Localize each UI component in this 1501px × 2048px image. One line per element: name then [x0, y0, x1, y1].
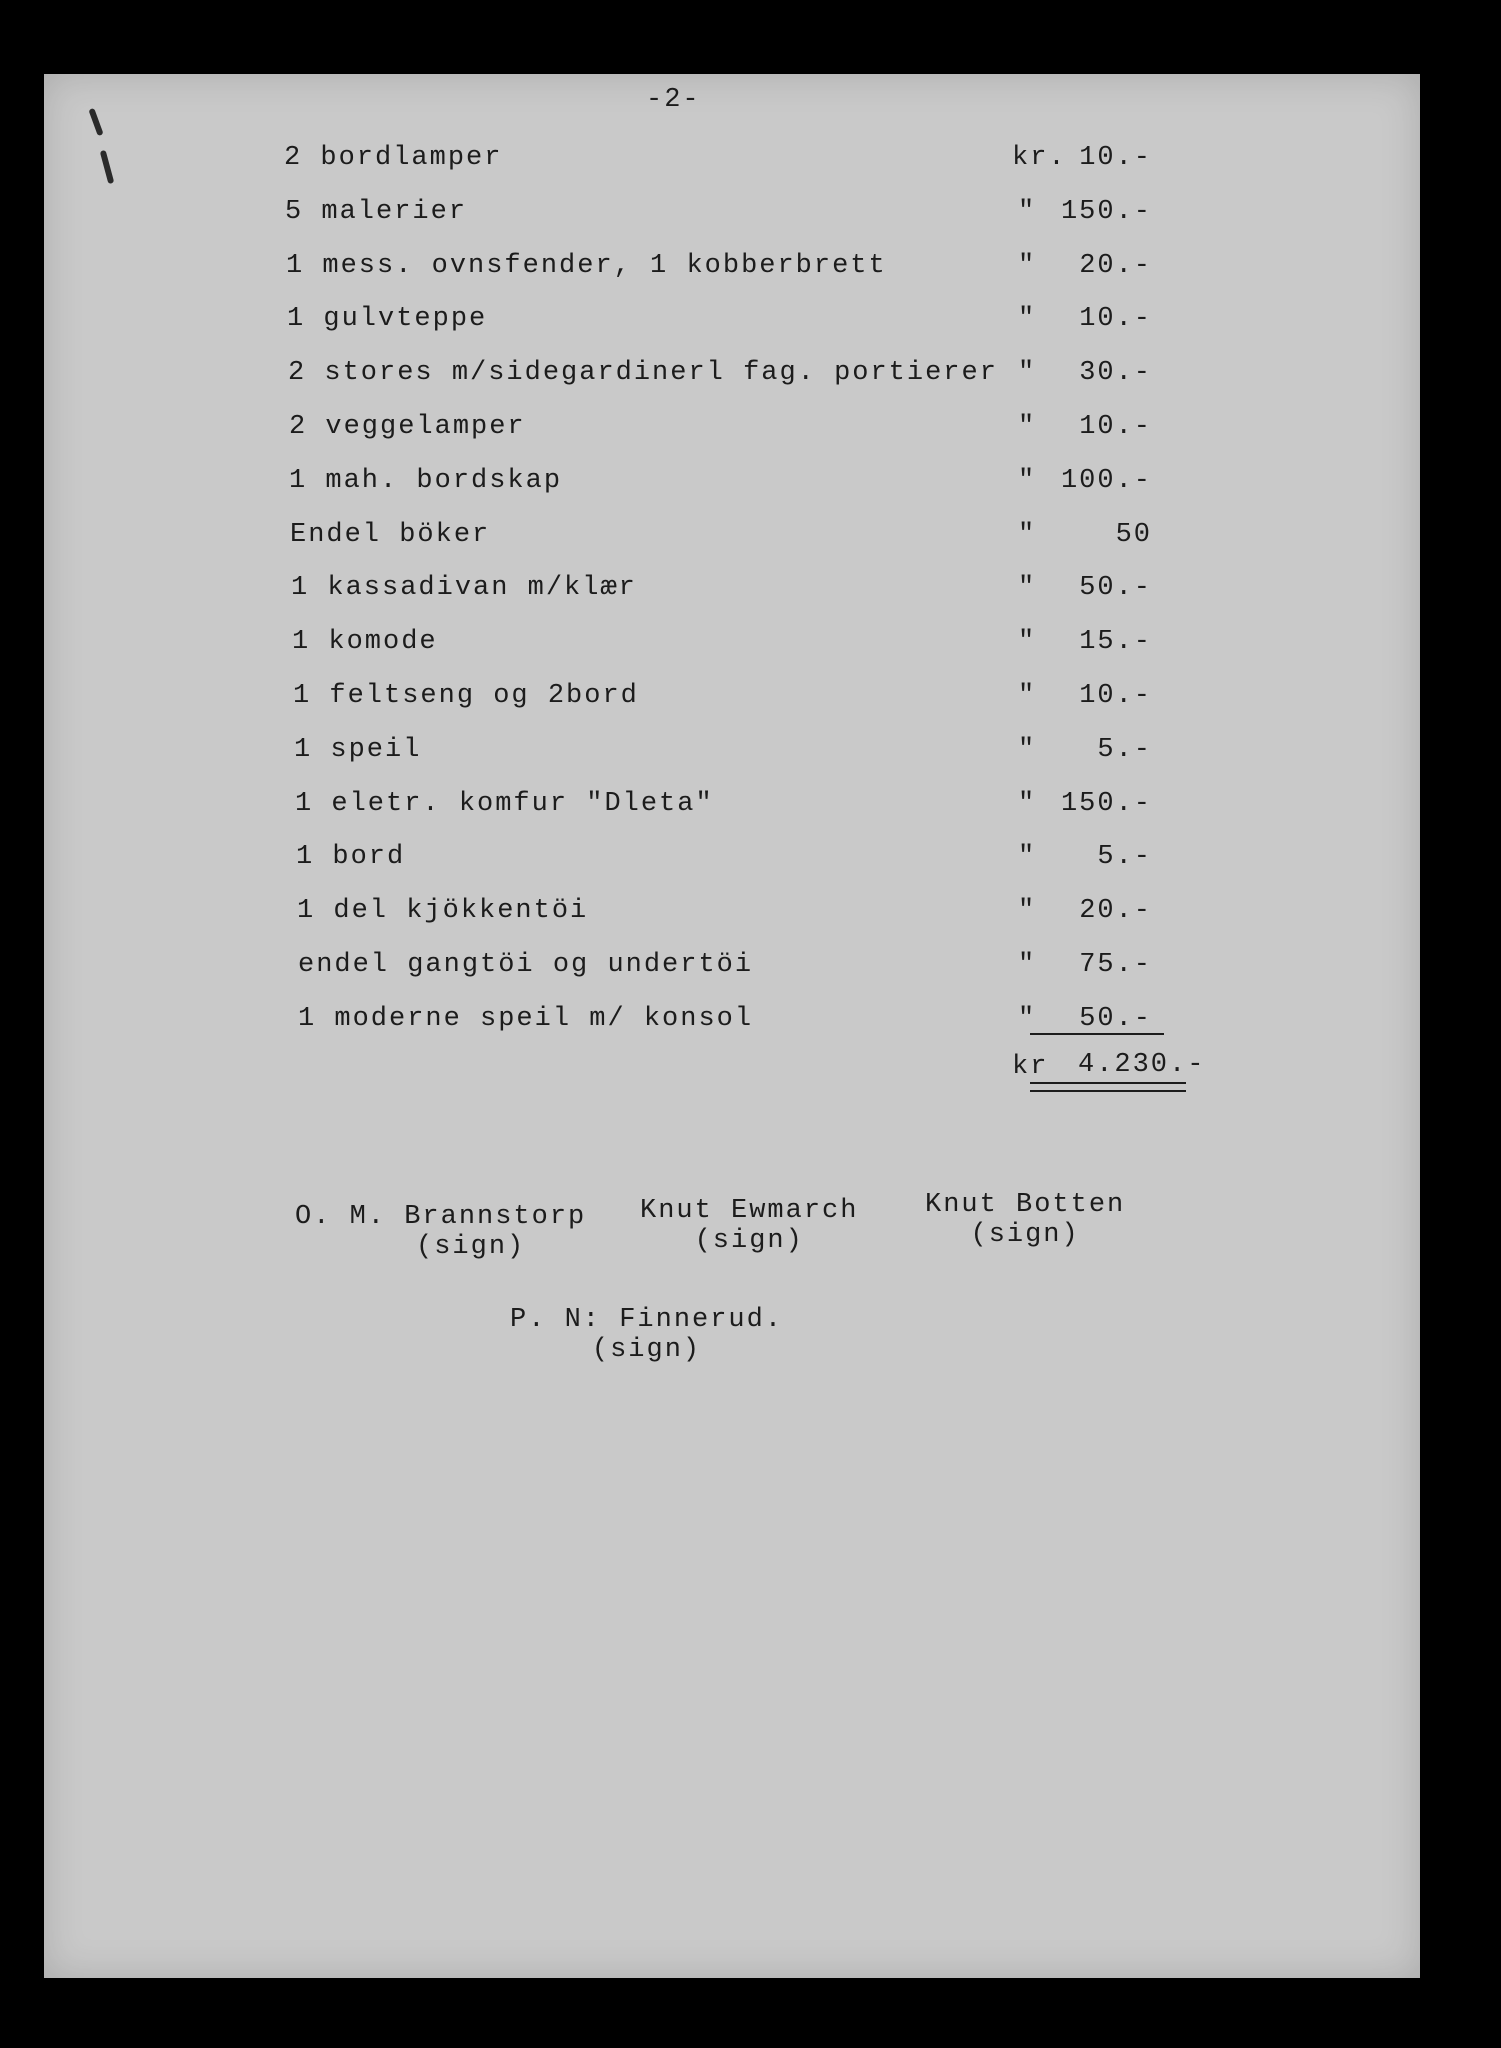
ditto-mark: "	[1018, 896, 1037, 926]
item-amount: 50	[1115, 520, 1152, 550]
item-amount: 50.-	[1079, 1004, 1152, 1034]
item-amount: 75.-	[1079, 950, 1152, 980]
item-description: 2 stores m/sidegardinerl fag. portierer	[288, 358, 998, 388]
ditto-mark: "	[1018, 466, 1037, 496]
total-currency: kr	[1012, 1052, 1049, 1082]
item-amount: 10.-	[1079, 143, 1152, 173]
page-number: -2-	[646, 85, 701, 115]
ditto-mark: "	[1018, 735, 1037, 765]
item-description: 1 feltseng og 2bord	[293, 681, 639, 711]
item-description: 1 mah. bordskap	[289, 466, 563, 496]
item-description: 1 kassadivan m/klær	[291, 573, 637, 603]
item-amount: 150.-	[1060, 197, 1152, 227]
item-description: 1 moderne speil m/ konsol	[298, 1004, 754, 1034]
signature-ewmarch	[640, 1196, 858, 1256]
ditto-mark: "	[1018, 950, 1037, 980]
item-amount: 30.-	[1079, 358, 1152, 388]
ditto-mark: "	[1018, 520, 1037, 550]
signature-name: Knut Ewmarch	[640, 1196, 859, 1226]
item-description: 1 eletr. komfur "Dleta"	[295, 789, 714, 819]
item-amount: 15.-	[1079, 627, 1152, 657]
signature-note: (sign)	[970, 1220, 1080, 1250]
ditto-mark: "	[1018, 251, 1037, 281]
ditto-mark: "	[1018, 842, 1037, 872]
item-description: Endel böker	[290, 520, 491, 550]
item-amount: 20.-	[1079, 896, 1152, 926]
item-amount: 20.-	[1079, 251, 1152, 281]
ditto-mark: "	[1018, 412, 1037, 442]
item-description: 5 malerier	[285, 197, 468, 227]
item-amount: 100.-	[1060, 466, 1152, 496]
item-description: 1 komode	[292, 627, 438, 657]
item-amount: 10.-	[1079, 412, 1152, 442]
item-amount: 5.-	[1097, 842, 1152, 872]
signature-botten	[925, 1190, 1125, 1250]
item-description: 2 veggelamper	[289, 412, 526, 442]
signature-brannstorp	[295, 1202, 586, 1262]
ditto-mark: "	[1018, 358, 1037, 388]
signature-name: O. M. Brannstorp	[295, 1202, 587, 1232]
item-amount: 10.-	[1079, 304, 1152, 334]
item-amount: 50.-	[1079, 573, 1152, 603]
ditto-mark: "	[1018, 573, 1037, 603]
ditto-mark: "	[1018, 789, 1037, 819]
sum-underline	[1030, 1033, 1164, 1035]
signature-note: (sign)	[416, 1232, 526, 1262]
item-amount: 10.-	[1079, 681, 1152, 711]
ditto-mark: "	[1018, 304, 1037, 334]
total-amount: 4.230.-	[1078, 1050, 1206, 1080]
currency-label: kr.	[1012, 143, 1067, 173]
total-double-underline	[1030, 1082, 1186, 1092]
item-description: 1 gulvteppe	[287, 304, 488, 334]
item-description: 1 del kjökkentöi	[297, 896, 589, 926]
item-amount: 150.-	[1060, 789, 1152, 819]
ditto-mark: "	[1018, 197, 1037, 227]
signature-name: Knut Botten	[925, 1190, 1126, 1220]
signature-name: P. N: Finnerud.	[510, 1305, 784, 1335]
item-description: 1 bord	[296, 842, 406, 872]
ditto-mark: "	[1018, 627, 1037, 657]
item-description: 1 mess. ovnsfender, 1 kobberbrett	[286, 251, 887, 281]
item-description: endel gangtöi og undertöi	[298, 950, 754, 980]
ditto-mark: "	[1018, 1004, 1037, 1034]
signature-finnerud	[510, 1305, 783, 1365]
signature-note: (sign)	[591, 1335, 702, 1365]
item-description: 2 bordlamper	[284, 143, 503, 173]
item-amount: 5.-	[1097, 735, 1152, 765]
signature-note: (sign)	[694, 1226, 804, 1256]
ditto-mark: "	[1018, 681, 1037, 711]
item-description: 1 speil	[294, 735, 422, 765]
